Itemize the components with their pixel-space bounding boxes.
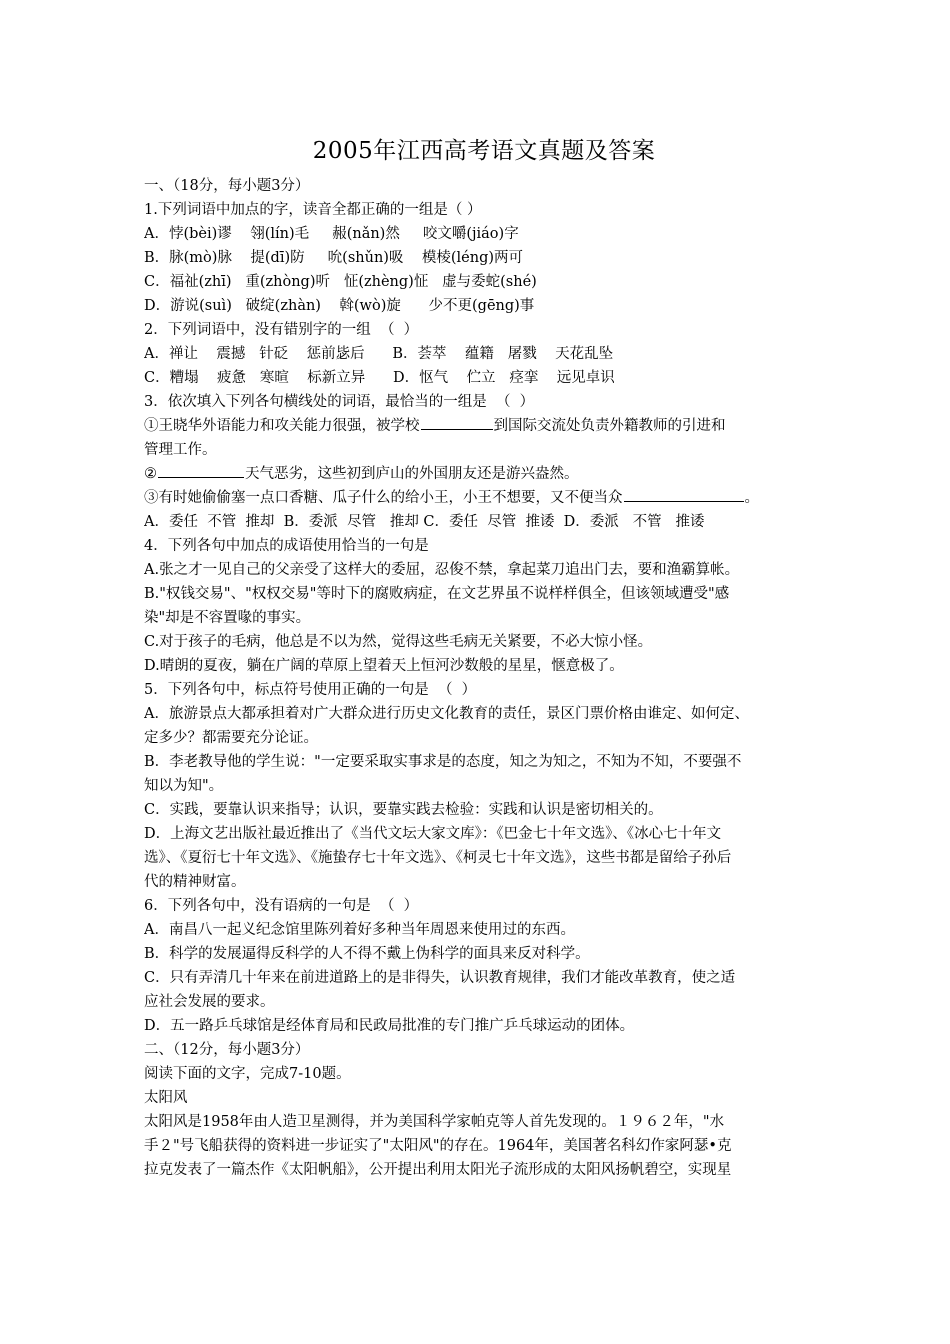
section-heading: 二、（12分，每小题3分） — [144, 1042, 310, 1058]
option-line: A.张之才一见自己的父亲受了这样大的委屈，忍俊不禁，拿起菜刀追出门去，要和渔霸算帐。 — [144, 562, 740, 578]
document-title: 2005年江西高考语文真题及答案 — [312, 138, 656, 164]
question-5: 5．下列各句中，标点符号使用正确的一句是 （ ） — [144, 682, 477, 698]
option-line: B．科学的发展逼得反科学的人不得不戴上伪科学的面具来反对科学。 — [144, 946, 590, 962]
question-1: 1.下列词语中加点的字，读音全都正确的一组是（ ） — [144, 202, 482, 218]
option-line: A．禅让 震撼 针砭 惩前毖后 B．荟萃 蕴籍 屠戮 天花乱坠 — [144, 346, 614, 362]
fill-blank — [421, 415, 493, 430]
option-line: A．旅游景点大都承担着对广大群众进行历史文化教育的责任，景区门票价格由谁定、如何定、 — [144, 706, 749, 722]
question-4: 4．下列各句中加点的成语使用恰当的一句是 — [144, 538, 429, 554]
option-line: A．委任 不管 推却 B．委派 尽管 推却 C．委任 尽管 推诿 D．委派 不管 推诿 — [144, 514, 705, 530]
instruction: 阅读下面的文字，完成7-10题。 — [144, 1066, 351, 1082]
option-line: 选》、《夏衍七十年文选》、《施蛰存七十年文选》、《柯灵七十年文选》，这些书都是留给子孙后 — [144, 850, 732, 866]
option-line: B．脉(mò)脉 提(dī)防 吮(shǔn)吸 模棱(léng)两可 — [144, 250, 524, 266]
option-line: D．游说(suì) 破绽(zhàn) 斡(wò)旋 少不更(gēng)事 — [144, 298, 535, 314]
passage-line: 太阳风是1958年由人造卫星测得，并为美国科学家帕克等人首先发现的。１９６２年，"水 — [144, 1114, 725, 1130]
option-line: C．只有弄清几十年来在前进道路上的是非得失，认识教育规律，我们才能改革教育，使之适 — [144, 970, 736, 986]
passage-line: 拉克发表了一篇杰作《太阳帆船》，公开提出利用太阳光子流形成的太阳风扬帆碧空，实现星 — [144, 1162, 732, 1178]
question-2: 2．下列词语中，没有错别字的一组 （ ） — [144, 322, 419, 338]
question-6: 6．下列各句中，没有语病的一句是 （ ） — [144, 898, 419, 914]
sentence-1-part-b: 到国际交流处负责外籍教师的引进和 — [493, 418, 726, 434]
passage-line: 手２"号飞船获得的资料进一步证实了"太阳风"的存在。1964年，美国著名科幻作家阿瑟•克 — [144, 1138, 732, 1154]
sentence-2-text: 天气恶劣，这些初到庐山的外国朋友还是游兴盎然。 — [245, 466, 579, 482]
option-line: B."权钱交易"、"权权交易"等时下的腐败病症，在文艺界虽不说样样俱全，但该领域遭受"感 — [144, 586, 730, 602]
option-line: D．上海文艺出版社最近推出了《当代文坛大家文库》：《巴金七十年文选》、《冰心七十年文 — [144, 826, 722, 842]
option-line: C．糟塌 疲惫 寒暄 标新立异 D．怄气 伫立 痉挛 远见卓识 — [144, 370, 615, 386]
option-line: 知以为知"。 — [144, 778, 224, 794]
option-line: 染"却是不容置喙的事实。 — [144, 610, 311, 626]
sentence-2 — [144, 462, 824, 486]
sentence-1 — [144, 414, 824, 438]
option-line: 应社会发展的要求。 — [144, 994, 275, 1010]
option-line: C．实践，要靠认识来指导；认识，要靠实践去检验：实践和认识是密切相关的。 — [144, 802, 663, 818]
sentence-1-part-a: ①王晓华外语能力和攻关能力很强，被学校 — [144, 418, 420, 434]
section-heading: 一、（18分，每小题3分） — [144, 178, 310, 194]
option-line: D．五一路乒乓球馆是经体育局和民政局批准的专门推广乒乓球运动的团体。 — [144, 1018, 635, 1034]
option-line: A．南昌八一起义纪念馆里陈列着好多种当年周恩来使用过的东西。 — [144, 922, 575, 938]
document-page — [144, 134, 824, 1182]
option-line: 代的精神财富。 — [144, 874, 246, 890]
sentence-2-marker: ② — [144, 466, 157, 482]
option-line: B．李老教导他的学生说："一定要采取实事求是的态度，知之为知之，不知为不知，不要强不 — [144, 754, 742, 770]
option-line: C．福祉(zhī) 重(zhòng)听 怔(zhèng)怔 虚与委蛇(shé) — [144, 274, 537, 290]
passage-title: 太阳风 — [144, 1090, 188, 1106]
option-line: C.对于孩子的毛病，他总是不以为然，觉得这些毛病无关紧要，不必大惊小怪。 — [144, 634, 653, 650]
fill-blank — [158, 463, 244, 478]
sentence-3-end: 。 — [744, 490, 759, 506]
option-line: 定多少？都需要充分论证。 — [144, 730, 318, 746]
question-3: 3．依次填入下列各句横线处的词语，最恰当的一组是 （ ） — [144, 394, 535, 410]
option-line: D.晴朗的夏夜，躺在广阔的草原上望着天上恒河沙数般的星星，惬意极了。 — [144, 658, 624, 674]
fill-blank — [624, 487, 744, 502]
sentence-1-cont: 管理工作。 — [144, 442, 217, 458]
option-line: A．悖(bèi)谬 翎(lín)毛 赧(nǎn)然 咬文嚼(jiáo)字 — [144, 226, 519, 242]
sentence-3-text: ③有时她偷偷塞一点口香糖、瓜子什么的给小王，小王不想要，又不便当众 — [144, 490, 623, 506]
sentence-3 — [144, 486, 824, 510]
